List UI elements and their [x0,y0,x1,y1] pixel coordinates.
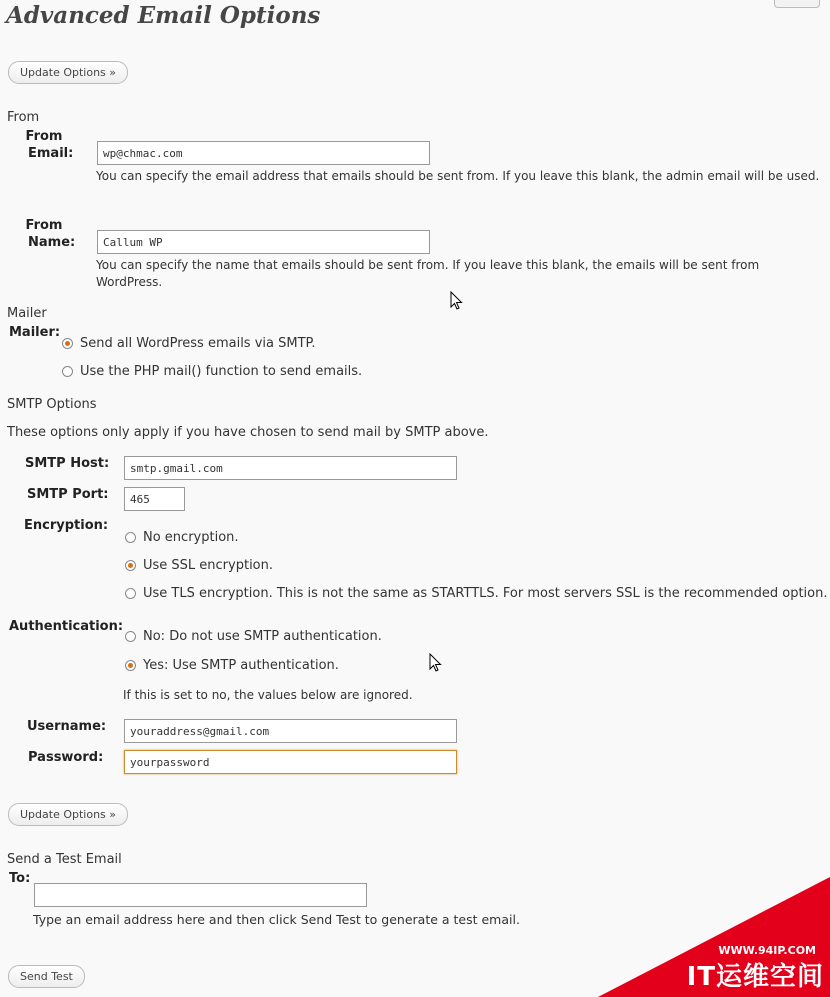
update-options-button-top[interactable]: Update Options » [8,61,128,84]
encryption-ssl-label: Use SSL encryption. [143,558,274,573]
smtp-host-label: SMTP Host: [25,456,110,471]
encryption-option-none[interactable] [125,530,239,545]
watermark-logo [598,877,830,997]
smtp-section-heading: SMTP Options [7,397,97,412]
encryption-tls-label: Use TLS encryption. This is not the same as STARTTLS. For most servers SSL is the recommended option. [143,586,828,601]
encryption-option-ssl[interactable] [125,558,273,573]
test-description: Type an email address here and then click Send Test to generate a test email. [33,912,520,927]
from-email-input[interactable] [97,141,430,165]
watermark-url: WWW.94IP.COM [718,944,816,957]
send-test-button[interactable]: Send Test [8,965,85,988]
auth-option-no[interactable] [125,629,382,644]
auth-option-yes[interactable] [125,658,339,673]
encryption-option-tls[interactable] [125,586,828,601]
from-name-label-line2: Name: [28,235,76,250]
from-email-label-line2: Email: [28,146,74,161]
password-input[interactable] [124,750,457,774]
auth-no-radio[interactable] [125,631,136,642]
page-title: Advanced Email Options [6,2,321,29]
mailer-option-php-mail[interactable] [62,364,362,379]
encryption-ssl-radio[interactable] [125,560,136,571]
auth-yes-radio[interactable] [125,660,136,671]
test-email-section-heading: Send a Test Email [7,852,122,867]
from-email-label-line1: From [25,129,63,144]
smtp-port-input[interactable] [124,487,185,511]
mailer-smtp-label: Send all WordPress emails via SMTP. [80,336,316,351]
update-options-button-bottom[interactable]: Update Options » [8,803,128,826]
from-name-label-line1: From [25,218,63,233]
auth-note: If this is set to no, the values below are ignored. [123,688,413,702]
from-name-input[interactable] [97,230,430,254]
encryption-tls-radio[interactable] [125,588,136,599]
mailer-smtp-radio[interactable] [62,338,73,349]
mailer-section-heading: Mailer [7,306,47,321]
smtp-host-input[interactable] [124,456,457,480]
mouse-pointer-icon [429,653,443,673]
from-section-heading: From [7,110,40,125]
from-name-description: You can specify the name that emails should be sent from. If you leave this blank, the emails will be sent from WordPress. [96,258,760,289]
username-label: Username: [27,719,107,734]
from-email-description: You can specify the email address that emails should be sent from. If you leave this blank, the admin email will be used. [96,169,820,183]
mailer-php-label: Use the PHP mail() function to send emails. [80,364,363,379]
test-to-label: To: [9,871,31,886]
smtp-port-label: SMTP Port: [27,487,109,502]
test-to-input[interactable] [34,883,367,907]
encryption-none-radio[interactable] [125,532,136,543]
authentication-label: Authentication: [9,619,124,634]
smtp-intro-text: These options only apply if you have chosen to send mail by SMTP above. [7,425,489,440]
top-corner-button[interactable] [774,0,820,8]
auth-no-label: No: Do not use SMTP authentication. [143,629,382,644]
username-input[interactable] [124,719,457,743]
auth-yes-label: Yes: Use SMTP authentication. [143,658,339,673]
watermark-text: IT运维空间 [686,962,824,992]
mailer-php-radio[interactable] [62,366,73,377]
mailer-label: Mailer: [9,325,61,340]
password-label: Password: [28,750,104,765]
encryption-none-label: No encryption. [143,530,239,545]
mouse-pointer-icon [450,291,464,311]
encryption-label: Encryption: [24,518,109,533]
mailer-option-smtp[interactable] [62,336,315,351]
